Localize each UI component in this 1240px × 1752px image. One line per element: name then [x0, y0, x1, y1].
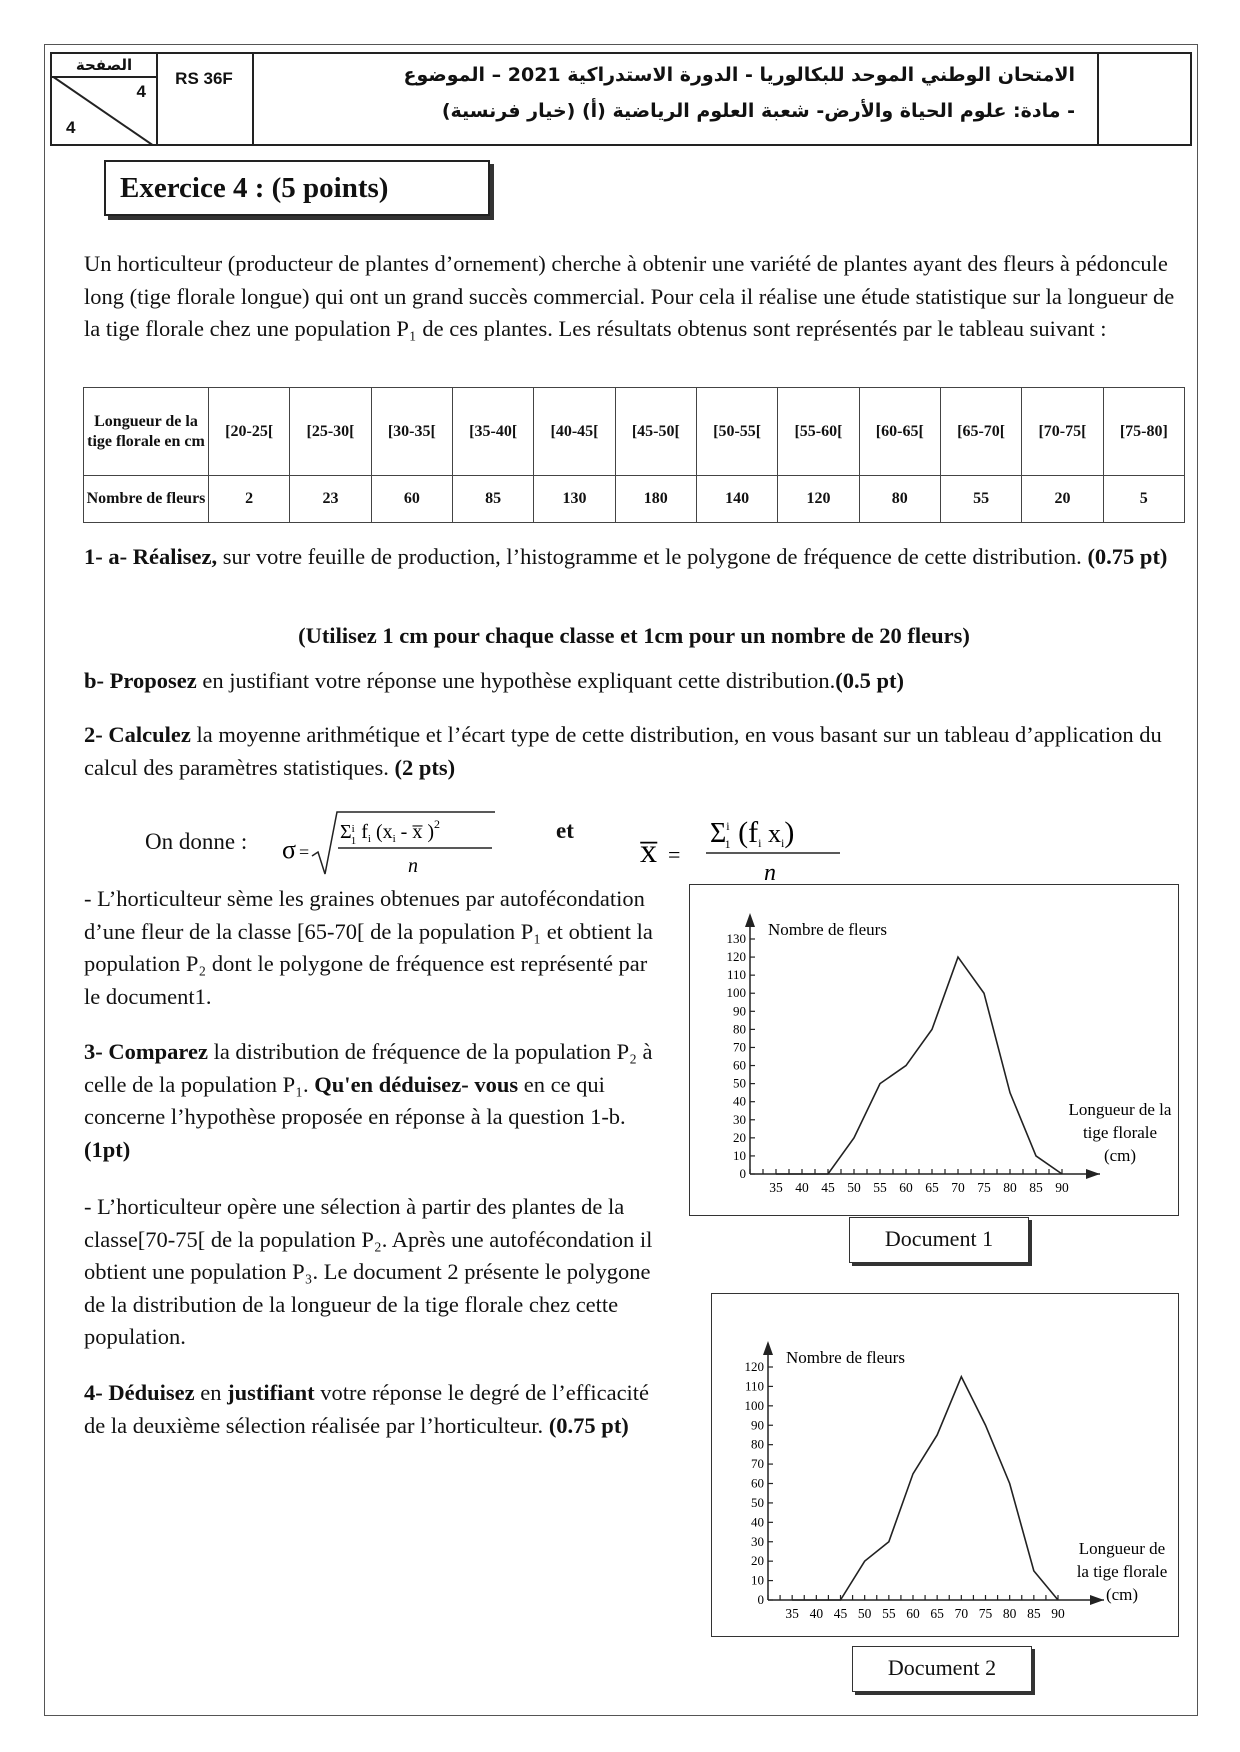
x-tick-label: 35 — [785, 1606, 799, 1621]
exam-header — [50, 52, 1192, 146]
mean-formula — [640, 800, 850, 885]
sigma-equals: = — [299, 842, 310, 862]
class-cell: [70-75[ — [1022, 388, 1103, 476]
count-cell: 60 — [371, 476, 452, 523]
paragraph-p3: - L’horticulteur opère une sélection à partir des plantes de la classe[70-75[ de la population P₂. Après une autofécondation il obtient une population P₃. Le document 2 présente le polygone de la distribution de la longueur de la tige florale chez cette population. — [84, 1194, 653, 1349]
y-tick-label: 0 — [757, 1592, 764, 1607]
x-tick-label: 75 — [977, 1180, 991, 1195]
x-tick-label: 70 — [951, 1180, 965, 1195]
frequency-polygon-line — [776, 957, 1062, 1174]
class-cell: [65-70[ — [940, 388, 1021, 476]
question-3 — [84, 1036, 664, 1166]
class-cell: [45-50[ — [615, 388, 696, 476]
y-tick-label: 10 — [751, 1572, 764, 1588]
y-axis-arrow — [745, 913, 755, 927]
x-tick-label: 70 — [954, 1606, 969, 1621]
table-row-classes — [84, 388, 1185, 476]
exam-title-cell — [252, 54, 1099, 144]
table-header-count: Nombre de fleurs — [84, 476, 209, 523]
page-number: 4 — [136, 82, 146, 101]
x-tick-label: 50 — [847, 1180, 861, 1195]
question-1a — [84, 541, 1184, 574]
exam-title-line1: الامتحان الوطني الموحد للبكالوريا - الدورة الاستدراكية 2021 – الموضوع — [403, 64, 1075, 86]
x-tick-label: 45 — [821, 1180, 835, 1195]
x-tick-label: 75 — [978, 1606, 993, 1621]
y-axis-title: Nombre de fleurs — [786, 1348, 905, 1367]
q2-text: la moyenne arithmétique et l’écart type de cette distribution, en vous basant sur un tableau d’application du calcul des paramètres statistiques. — [84, 722, 1162, 780]
count-cell: 80 — [859, 476, 940, 523]
x-tick-label: 35 — [769, 1180, 783, 1195]
y-tick-label: 130 — [726, 931, 746, 946]
y-axis-title: Nombre de fleurs — [768, 920, 887, 939]
y-tick-label: 70 — [733, 1039, 746, 1055]
q2-label: 2- Calculez — [84, 722, 191, 747]
sigma-formula — [280, 800, 510, 880]
y-tick-label: 30 — [733, 1111, 746, 1127]
q1b-points: (0.5 pt) — [835, 668, 905, 693]
exam-title-line2: - مادة: علوم الحياة والأرض- شعبة العلوم الرياضية (أ) (خيار فرنسية) — [441, 100, 1075, 122]
q3-bold: Qu'en déduisez- vous — [314, 1071, 519, 1097]
x-tick-label: 85 — [1029, 1180, 1043, 1195]
class-cell: [20-25[ — [209, 388, 290, 476]
page-label: الصفحة — [52, 54, 156, 78]
y-tick-label: 100 — [726, 985, 746, 1001]
x-axis-arrow — [1090, 1595, 1104, 1605]
document-2-frame — [711, 1293, 1179, 1637]
x-tick-label: 80 — [1002, 1606, 1017, 1621]
q3-points: (1pt) — [84, 1136, 131, 1162]
q3-text1: la distribution de fréquence de la population P₂ à celle de la population P₁. — [84, 1039, 653, 1097]
y-tick-label: 40 — [751, 1514, 764, 1530]
document-2-label: Document 2 — [852, 1646, 1032, 1692]
x-tick-label: 40 — [795, 1180, 809, 1195]
count-cell: 130 — [534, 476, 615, 523]
q4-label: 4- Déduisez — [84, 1380, 195, 1405]
y-tick-label: 30 — [751, 1533, 764, 1549]
q1a-text: sur votre feuille de production, l’histogramme et le polygone de fréquence de cette distribution. — [217, 544, 1088, 569]
x-tick-label: 40 — [809, 1606, 824, 1621]
document-1-chart — [690, 885, 1178, 1215]
q1b-text: en justifiant votre réponse une hypothèse expliquant cette distribution. — [196, 668, 836, 693]
page-cell — [52, 54, 158, 144]
exam-code: RS 36F — [156, 54, 254, 144]
x-tick-label: 90 — [1051, 1606, 1065, 1621]
y-tick-label: 40 — [733, 1093, 746, 1109]
y-tick-label: 0 — [739, 1166, 746, 1181]
y-tick-label: 90 — [733, 1003, 746, 1019]
q4-bold: justifiant — [227, 1380, 315, 1405]
document-1-frame — [689, 884, 1179, 1216]
y-tick-label: 20 — [733, 1129, 746, 1145]
x-axis-title-line: tige florale — [1082, 1123, 1158, 1142]
class-cell: [55-60[ — [778, 388, 859, 476]
question-4 — [84, 1377, 664, 1442]
page-total: 4 — [66, 118, 76, 137]
x-tick-label: 45 — [833, 1606, 848, 1621]
y-axis-arrow — [763, 1341, 773, 1355]
x-tick-label: 65 — [930, 1606, 944, 1621]
mean-denominator: n — [764, 860, 776, 885]
class-cell: [75-80] — [1103, 388, 1184, 476]
y-tick-label: 110 — [726, 967, 746, 983]
mean-numerator: $\Sigma^i$ 1 (fi xi) — [710, 816, 795, 851]
y-tick-label: 80 — [733, 1021, 746, 1037]
mean-symbol: x̅ — [640, 833, 657, 870]
y-tick-label: 100 — [744, 1397, 764, 1413]
x-tick-label: 65 — [925, 1180, 939, 1195]
q4-mid: en — [194, 1380, 228, 1405]
x-tick-label: 80 — [1003, 1180, 1017, 1195]
sigma-symbol: σ — [282, 835, 297, 864]
y-tick-label: 20 — [751, 1553, 764, 1569]
mean-equals: = — [668, 842, 681, 867]
x-axis-title-line: (cm) — [1105, 1585, 1139, 1604]
paragraph-p2: - L’horticulteur sème les graines obtenues par autofécondation d’une fleur de la classe [65-70[ de la population P₁ et obtient la population P₂ dont le polygone de fréquence est représenté par le document1. — [84, 886, 653, 1009]
distribution-table — [83, 387, 1185, 523]
class-cell: [40-45[ — [534, 388, 615, 476]
x-tick-label: 60 — [899, 1180, 913, 1195]
q3-label: 3- Comparez — [84, 1039, 208, 1064]
q4-text: votre réponse le degré de l’efficacité de la deuxième sélection réalisée par l’horticulteur. — [84, 1380, 650, 1438]
y-tick-label: 70 — [751, 1456, 764, 1472]
count-cell: 20 — [1022, 476, 1103, 523]
on-donne-label: On donne : — [145, 829, 248, 854]
intro-paragraph: Un horticulteur (producteur de plantes d’ornement) cherche à obtenir une variété de plantes ayant des fleurs à pédoncule long (tige florale longue) qui ont un grand succès commercial. Pour cela il réalise une étude statistique sur la longueur de la tige florale chez une population P₁ de ces plantes. Les résultats obtenus sont représentés par le tableau suivant : — [84, 251, 1175, 341]
class-cell: [30-35[ — [371, 388, 452, 476]
q4-points: (0.75 pt) — [548, 1412, 629, 1438]
count-cell: 180 — [615, 476, 696, 523]
table-header-length: Longueur de la tige florale en cm — [84, 388, 209, 476]
class-cell: [60-65[ — [859, 388, 940, 476]
q3-text2: en ce qui concerne l’hypothèse proposée en réponse à la question 1-b. — [84, 1071, 626, 1129]
q1b-label: b- Proposez — [84, 668, 197, 693]
q1a-note: (Utilisez 1 cm pour chaque classe et 1cm pour un nombre de 20 fleurs) — [298, 623, 970, 648]
x-tick-label: 90 — [1055, 1180, 1069, 1195]
x-tick-label: 85 — [1027, 1606, 1041, 1621]
document-1-label: Document 1 — [849, 1217, 1029, 1263]
x-axis-title-line: la tige florale — [1076, 1562, 1168, 1581]
q1a-points: (0.75 pt) — [1087, 544, 1168, 569]
y-tick-label: 50 — [733, 1075, 746, 1091]
x-axis-title-line: Longueur de — [1078, 1539, 1166, 1558]
sigma-numerator: $\Sigma^i$ 1 $f_i$ ($x_i$ - x̅ )$^2$ — [340, 817, 440, 847]
q2-points: (2 pts) — [394, 754, 456, 780]
y-tick-label: 120 — [744, 1359, 764, 1374]
count-cell: 85 — [452, 476, 533, 523]
x-tick-label: 55 — [873, 1180, 887, 1195]
y-tick-label: 120 — [726, 949, 746, 965]
y-tick-label: 110 — [744, 1378, 764, 1394]
x-axis-arrow — [1086, 1169, 1100, 1179]
y-tick-label: 60 — [751, 1475, 764, 1491]
x-axis-title-line: Longueur de la — [1068, 1100, 1172, 1119]
exercise-title: Exercice 4 : (5 points) — [104, 160, 490, 216]
question-1b — [84, 665, 1184, 698]
et-label: et — [556, 818, 574, 843]
sigma-denominator: n — [408, 855, 418, 877]
count-cell: 55 — [940, 476, 1021, 523]
table-row-counts — [84, 476, 1185, 523]
x-tick-label: 60 — [906, 1606, 920, 1621]
count-cell: 23 — [290, 476, 371, 523]
x-axis-title-line: (cm) — [1103, 1146, 1137, 1165]
x-tick-label: 55 — [882, 1606, 896, 1621]
count-cell: 120 — [778, 476, 859, 523]
count-cell: 2 — [209, 476, 290, 523]
y-tick-label: 10 — [733, 1147, 746, 1163]
y-tick-label: 90 — [751, 1417, 764, 1433]
frequency-polygon-line — [792, 1377, 1058, 1600]
q1a-label: 1- a- Réalisez, — [84, 544, 218, 569]
y-tick-label: 60 — [733, 1057, 746, 1073]
class-cell: [25-30[ — [290, 388, 371, 476]
x-tick-label: 50 — [857, 1606, 872, 1621]
count-cell: 5 — [1103, 476, 1184, 523]
y-tick-label: 50 — [751, 1494, 764, 1510]
class-cell: [50-55[ — [696, 388, 777, 476]
document-2-chart — [712, 1294, 1178, 1636]
y-tick-label: 80 — [751, 1436, 764, 1452]
count-cell: 140 — [696, 476, 777, 523]
class-cell: [35-40[ — [452, 388, 533, 476]
question-2 — [84, 719, 1184, 784]
